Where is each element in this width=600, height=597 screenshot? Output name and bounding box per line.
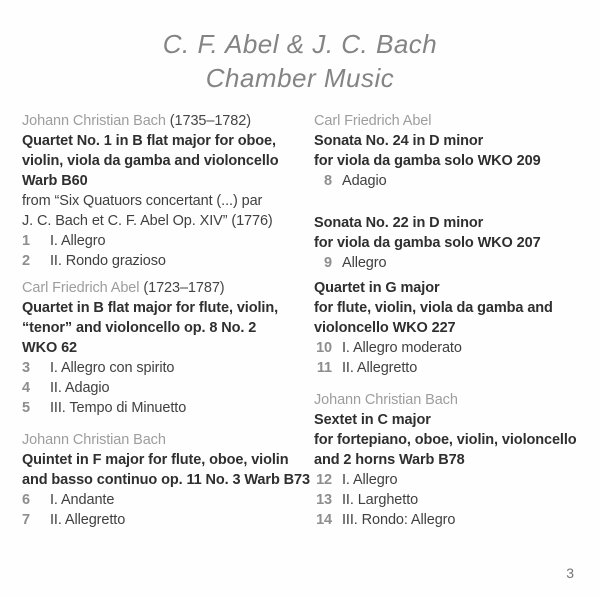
right-column (314, 111, 594, 530)
work-note-line: J. C. Bach et C. F. Abel Op. XIV” (1776) (22, 213, 273, 229)
left-column (22, 111, 310, 530)
track-number: 8 (324, 173, 332, 189)
track-title: II. Allegretto (342, 360, 418, 376)
track-title: I. Allegro moderato (342, 340, 462, 356)
track-row (22, 251, 302, 271)
composer-line (314, 111, 594, 131)
track-title: I. Allegro con spirito (50, 360, 175, 376)
work-title-line: for fortepiano, oboe, violin, violoncello (314, 432, 577, 448)
work-note-line: from “Six Quatuors concertant (...) par (22, 193, 263, 209)
work-title-line: Sonata No. 24 in D minor (314, 133, 484, 149)
composer-dates: (1723–1787) (143, 280, 225, 296)
composer-name: Johann Christian Bach (314, 392, 458, 408)
track-title: II. Allegretto (50, 512, 126, 528)
track-row (314, 490, 594, 510)
work-title-line: Sonata No. 22 in D minor (314, 215, 484, 231)
track-row (22, 510, 302, 530)
track-title: III. Tempo di Minuetto (50, 400, 187, 416)
track-number: 11 (316, 360, 332, 376)
composer-line (22, 430, 302, 450)
work-title-line: Quartet in B flat major for flute, violin, (22, 300, 279, 316)
work-section-jcb-quartet-1 (22, 111, 302, 271)
track-row (22, 490, 302, 510)
work-section-abel-quartet-g (314, 278, 594, 378)
track-title: III. Rondo: Allegro (342, 512, 456, 528)
track-title: Allegro (342, 255, 387, 271)
work-section-abel-quartet-op8 (22, 278, 302, 418)
track-number: 12 (316, 472, 332, 488)
track-title: Adagio (342, 173, 387, 189)
track-number: 14 (316, 512, 332, 528)
track-number: 10 (316, 340, 332, 356)
composer-line (314, 390, 594, 410)
work-section-jcb-quintet (22, 430, 310, 530)
work-title-line: for viola da gamba solo WKO 209 (314, 153, 541, 169)
work-title-line: WKO 62 (22, 340, 77, 356)
page-title-line-1: C. F. Abel & J. C. Bach (162, 29, 438, 59)
track-number: 13 (316, 492, 332, 508)
track-row (22, 358, 302, 378)
track-number: 4 (22, 380, 30, 396)
work-title-line: violin, viola da gamba and violoncello (22, 153, 279, 169)
work-title-line: and 2 horns Warb B78 (314, 452, 465, 468)
track-row (314, 338, 594, 358)
track-title: I. Allegro (342, 472, 398, 488)
track-row (22, 378, 302, 398)
track-title: II. Adagio (50, 380, 110, 396)
composer-name: Johann Christian Bach (22, 432, 166, 448)
work-title-line: violoncello WKO 227 (314, 320, 456, 336)
track-number: 2 (22, 253, 30, 269)
work-title-line: Sextet in C major (314, 412, 431, 428)
track-number: 9 (324, 255, 332, 271)
track-number: 1 (22, 233, 30, 249)
track-title: II. Larghetto (342, 492, 419, 508)
page-number: 3 (566, 565, 574, 581)
work-title-line: “tenor” and violoncello op. 8 No. 2 (22, 320, 257, 336)
composer-line (22, 111, 302, 131)
composer-name: Carl Friedrich Abel (314, 113, 432, 129)
work-title-line: Warb B60 (22, 173, 88, 189)
track-row (22, 398, 302, 418)
work-title-line: Quartet No. 1 in B flat major for oboe, (22, 133, 276, 149)
work-title-line: for viola da gamba solo WKO 207 (314, 235, 541, 251)
composer-name: Carl Friedrich Abel (22, 280, 140, 296)
work-title-line: and basso continuo op. 11 No. 3 Warb B73 (22, 472, 310, 488)
track-row (314, 470, 594, 490)
track-number: 3 (22, 360, 30, 376)
booklet-title (0, 27, 600, 95)
track-row (22, 231, 302, 251)
work-title-line: Quintet in F major for flute, oboe, violin (22, 452, 289, 468)
work-title-line: Quartet in G major (314, 280, 440, 296)
work-section-abel-sonata-24 (314, 111, 594, 191)
track-row (314, 358, 594, 378)
track-number: 6 (22, 492, 30, 508)
track-title: II. Rondo grazioso (50, 253, 166, 269)
work-section-abel-sonata-22 (314, 213, 594, 273)
page-title-line-2: Chamber Music (205, 63, 395, 93)
track-title: I. Andante (50, 492, 115, 508)
track-row (314, 510, 594, 530)
track-number: 5 (22, 400, 30, 416)
work-section-jcb-sextet (314, 390, 594, 530)
track-title: I. Allegro (50, 233, 106, 249)
track-row (314, 171, 594, 191)
work-title-line: for flute, violin, viola da gamba and (314, 300, 553, 316)
composer-name: Johann Christian Bach (22, 113, 166, 129)
composer-line (22, 278, 302, 298)
track-number: 7 (22, 512, 30, 528)
track-row (314, 253, 594, 273)
composer-dates: (1735–1782) (169, 113, 251, 129)
